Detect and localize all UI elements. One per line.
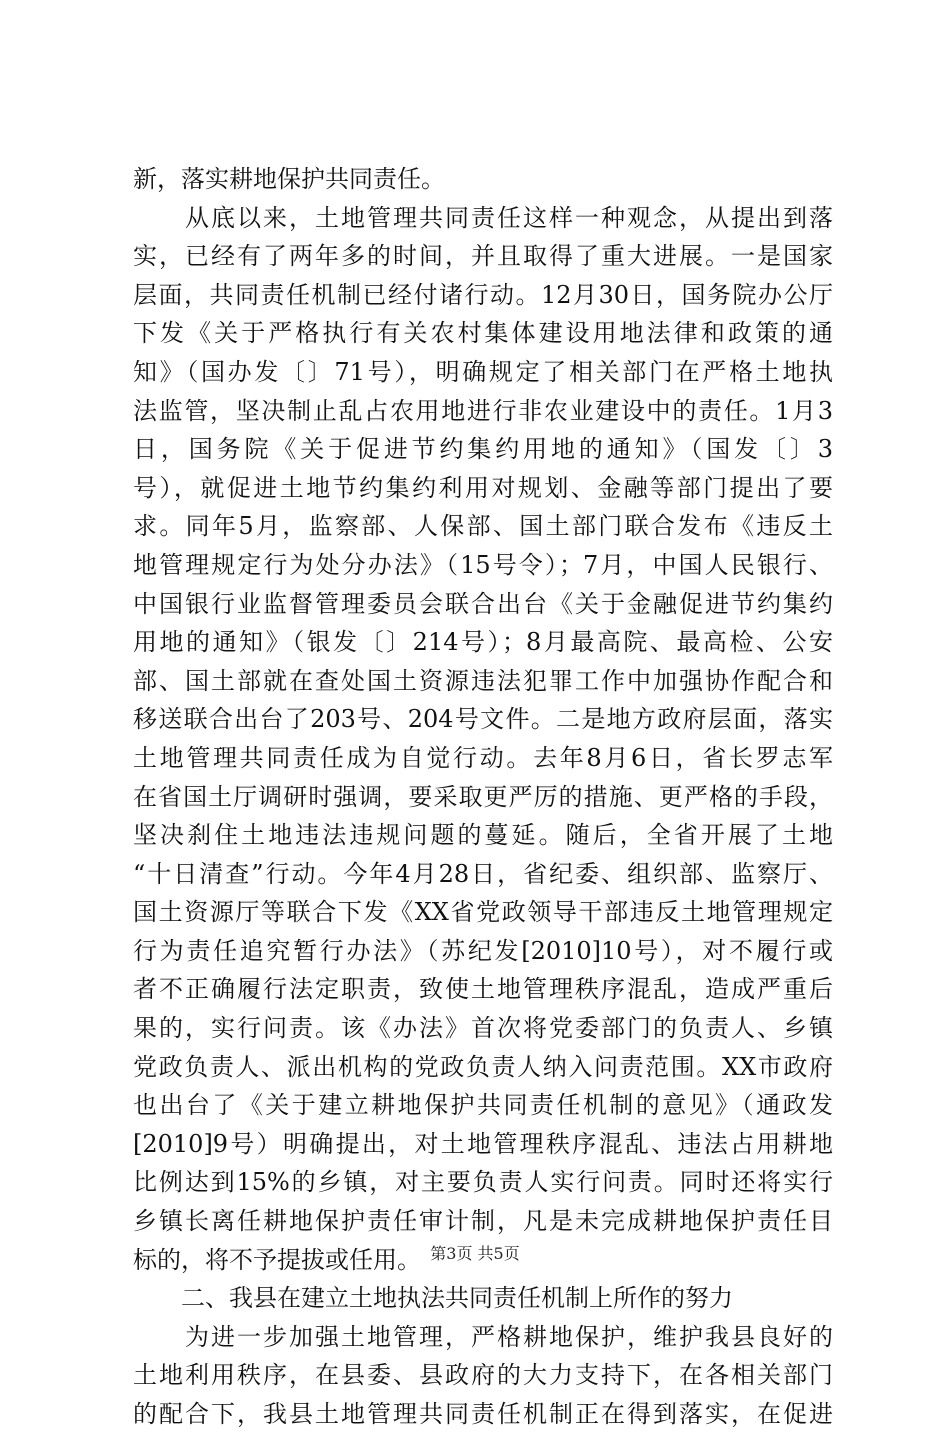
text-line: 实，已经有了两年多的时间，并且取得了重大进展。一是国家 [133, 242, 833, 271]
text-line: 求。同年5月，监察部、人保部、国土部门联合发布《违反土 [133, 512, 833, 541]
page-footer: 第3页 共5页 [430, 1244, 520, 1263]
text-line: 层面，共同责任机制已经付诸行动。12月30日，国务院办公厅 [133, 280, 833, 309]
text-line: 果的，实行问责。该《办法》首次将党委部门的负责人、乡镇 [133, 1014, 833, 1043]
text-line: 标的，将不予提拔或任用。 [133, 1245, 421, 1274]
text-line: 移送联合出台了203号、204号文件。二是地方政府层面，落实 [133, 705, 833, 734]
text-line: “十日清查”行动。今年4月28日，省纪委、组织部、监察厅、 [133, 859, 833, 888]
section-heading: 二、我县在建立土地执法共同责任机制上所作的努力 [133, 1284, 733, 1313]
text-line: 日，国务院《关于促进节约集约用地的通知》（国发〔〕3 [133, 435, 833, 464]
text-line: 党政负责人、派出机构的党政负责人纳入问责范围。XX市政府 [133, 1052, 833, 1081]
text-line: 地管理规定行为处分办法》（15号令）；7月，中国人民银行、 [133, 550, 833, 579]
text-line: 乡镇长离任耕地保护责任审计制，凡是未完成耕地保护责任目 [133, 1207, 833, 1236]
text-line: 号），就促进土地节约集约利用对规划、金融等部门提出了要 [133, 473, 833, 502]
text-line: 在省国土厅调研时强调，要采取更严厉的措施、更严格的手段， [133, 782, 833, 811]
text-line: 土地利用秩序，在县委、县政府的大力支持下，在各相关部门 [133, 1361, 833, 1390]
text-line: 知》（国办发〔〕71号），明确规定了相关部门在严格土地执 [133, 357, 833, 386]
text-line: [2010]9号）明确提出，对土地管理秩序混乱、违法占用耕地 [133, 1129, 833, 1158]
text-line: 也出台了《关于建立耕地保护共同责任机制的意见》（通政发 [133, 1091, 833, 1120]
text-line: 土地管理共同责任成为自觉行动。去年8月6日，省长罗志军 [133, 743, 833, 772]
text-line: 用地的通知》（银发〔〕214号）；8月最高院、最高检、公安 [133, 628, 833, 657]
text-line: 部、国土部就在查处国土资源违法犯罪工作中加强协作配合和 [133, 666, 833, 695]
text-line: 的配合下，我县土地管理共同责任机制正在得到落实，在促进 [133, 1400, 833, 1428]
text-line: 新，落实耕地保护共同责任。 [133, 165, 445, 193]
text-line: 中国银行业监督管理委员会联合出台《关于金融促进节约集约 [133, 589, 833, 618]
text-line: 比例达到15%的乡镇，对主要负责人实行问责。同时还将实行 [133, 1168, 833, 1197]
text-line: 坚决刹住土地违法违规问题的蔓延。随后，全省开展了土地 [133, 821, 833, 850]
text-line: 为进一步加强土地管理，严格耕地保护，维护我县良好的 [133, 1322, 833, 1351]
text-line: 行为责任追究暂行办法》（苏纪发[2010]10号），对不履行或 [133, 936, 833, 965]
text-line: 国土资源厅等联合下发《XX省党政领导干部违反土地管理规定 [133, 898, 833, 927]
text-line: 从底以来，土地管理共同责任这样一种观念，从提出到落 [133, 203, 833, 232]
text-line: 者不正确履行法定职责，致使土地管理秩序混乱，造成严重后 [133, 975, 833, 1004]
text-line: 下发《关于严格执行有关农村集体建设用地法律和政策的通 [133, 319, 833, 348]
text-line: 法监管，坚决制止乱占农用地进行非农业建设中的责任。1月3 [133, 396, 833, 425]
